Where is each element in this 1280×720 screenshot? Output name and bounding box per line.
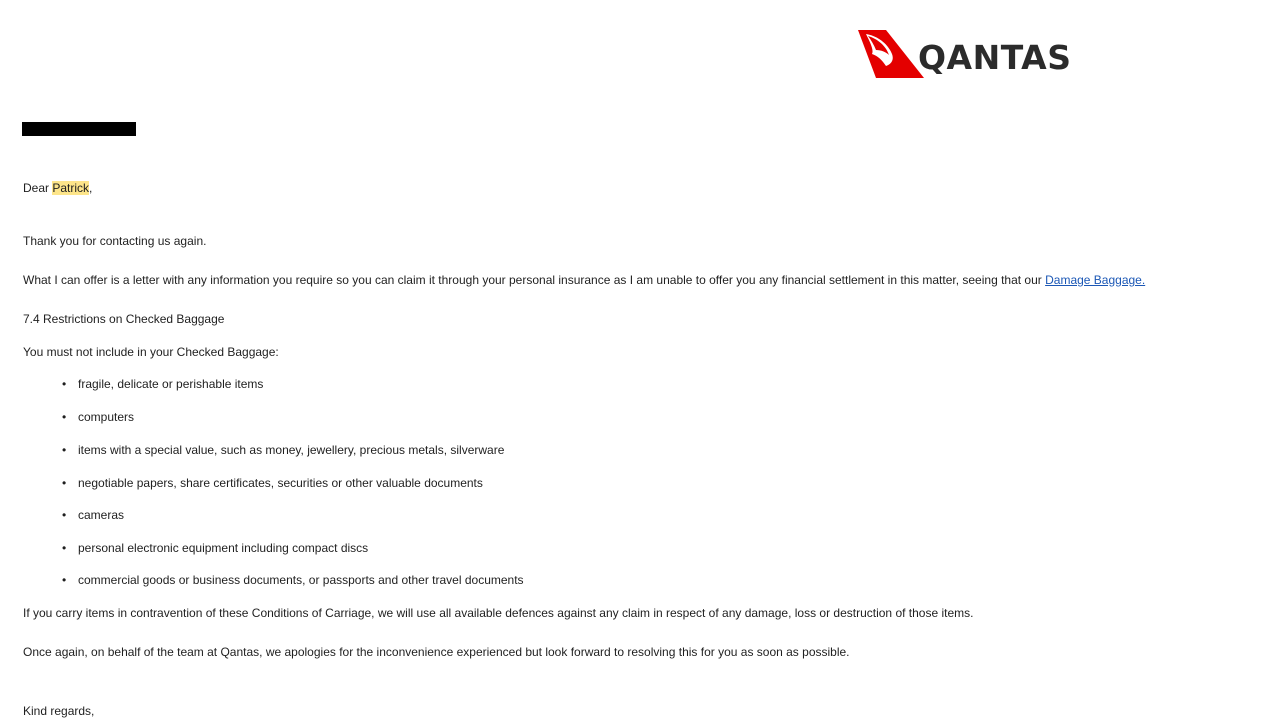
redacted-block	[22, 122, 136, 136]
contravention-paragraph: If you carry items in contravention of these Conditions of Carriage, we will use all available defences against any claim in respect of any damage, loss or destruction of those items.	[23, 606, 974, 620]
list-item: • computers	[62, 410, 135, 424]
kangaroo-tail-icon	[856, 28, 926, 80]
bullet-icon: •	[62, 573, 67, 587]
list-item: • negotiable papers, share certificates, securities or other valuable documents	[62, 476, 483, 490]
list-item: • personal electronic equipment including compact discs	[62, 541, 369, 555]
bullet-icon: •	[62, 541, 67, 555]
offer-text: What I can offer is a letter with any information you require so you can claim it through your personal insurance as I am unable to offer you any financial settlement in this matter, seeing that our	[23, 273, 1046, 287]
bullet-icon: •	[62, 410, 67, 424]
greeting	[23, 180, 92, 196]
greeting-prefix: Dear	[23, 181, 53, 195]
qantas-logo	[856, 28, 1071, 80]
list-item: • cameras	[62, 508, 125, 522]
bullet-icon: •	[62, 377, 67, 391]
bullet-icon: •	[62, 508, 67, 522]
thanks-paragraph: Thank you for contacting us again.	[23, 234, 207, 248]
damage-baggage-link[interactable]: Damage Baggage.	[1045, 273, 1146, 287]
brand-wordmark: QANTAS	[918, 37, 1072, 77]
offer-paragraph	[23, 272, 1145, 288]
list-item: • fragile, delicate or perishable items	[62, 377, 264, 391]
apology-paragraph: Once again, on behalf of the team at Qantas, we apologies for the inconvenience experienced but look forward to resolving this for you as soon as possible.	[23, 645, 850, 659]
list-item: • items with a special value, such as money, jewellery, precious metals, silverware	[62, 443, 505, 457]
section-heading: 7.4 Restrictions on Checked Baggage	[23, 312, 225, 326]
bullet-icon: •	[62, 476, 67, 490]
list-item: • commercial goods or business documents, or passports and other travel documents	[62, 573, 524, 587]
bullet-icon: •	[62, 443, 67, 457]
greeting-suffix: ,	[89, 181, 93, 195]
restrictions-intro: You must not include in your Checked Baggage:	[23, 345, 279, 359]
closing: Kind regards,	[23, 704, 95, 718]
recipient-name: Patrick	[52, 181, 90, 195]
